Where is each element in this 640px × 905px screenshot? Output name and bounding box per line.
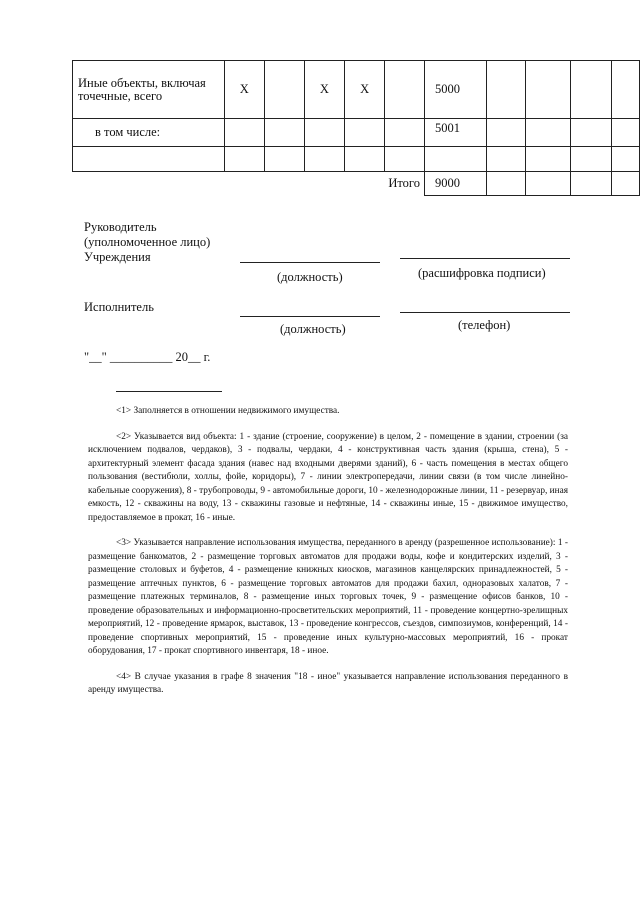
- table-cell: [611, 147, 639, 172]
- table-cell: [611, 172, 639, 196]
- row-label: Иные объекты, включая точечные, всего: [73, 61, 225, 119]
- table-cell: [570, 119, 611, 147]
- head-org: Учреждения: [84, 250, 151, 264]
- table-cell: [385, 119, 425, 147]
- row-code: 5001: [425, 119, 487, 147]
- row-label: [73, 147, 225, 172]
- table-cell: [344, 119, 384, 147]
- table-cell: [224, 119, 264, 147]
- table-row: [73, 61, 640, 119]
- table-cell: [486, 172, 526, 196]
- row-label: в том числе:: [73, 119, 225, 147]
- table-cell: [486, 119, 526, 147]
- table-cell: [385, 147, 425, 172]
- table-cell: [344, 147, 384, 172]
- phone-caption: (телефон): [458, 318, 511, 332]
- footnotes: [88, 405, 568, 698]
- decoding-line: [400, 258, 570, 259]
- table-cell: [570, 147, 611, 172]
- footnote-separator: [116, 391, 222, 392]
- table-cell: [526, 119, 571, 147]
- table-cell: Х: [304, 61, 344, 119]
- total-code: 9000: [425, 172, 487, 196]
- total-row: [73, 172, 640, 196]
- table-cell: [264, 61, 304, 119]
- footnote-4: <4> В случае указания в графе 8 значения "18 - иное" указывается направление использования переданного в аренду имущества.: [88, 671, 568, 695]
- table-cell: [264, 147, 304, 172]
- date-line: "__" __________ 20__ г.: [84, 350, 211, 364]
- table-cell: [486, 61, 526, 119]
- table-cell: Х: [344, 61, 384, 119]
- table-cell: [264, 119, 304, 147]
- total-label: Итого: [73, 172, 425, 196]
- head-title: Руководитель: [84, 220, 157, 234]
- table-cell: [304, 119, 344, 147]
- table-row: [73, 119, 640, 147]
- footnote-3: <3> Указывается направление использования имущества, переданного в аренду (разрешенное использование): 1 - размещение банкоматов, 2 - размещение торговых автоматов для продажи воды, кофе и кондитерских изделий, 3 - размещение столовых и буфетов, 4 - размещение книжных киосков, магазинов канцелярских принадлежностей, 5 - размещение аптечных пунктов, 6 - размещение торговых автоматов для продажи бахил, одноразовых халатов, 7 - размещение платежных терминалов, 8 - размещение иных торговых точек, 9 - размещение офисов банков, 10 - проведение образовательных и информационно-просветительских мероприятий, 11 - проведение концертно-зрелищных мероприятий, 12 - проведение ярмарок, выставок, 13 - проведение конгрессов, съездов, симпозиумов, конференций, 14 - проведение спортивных мероприятий, 15 - проведение иных культурно-массовых мероприятий, 16 - прокат оборудования, 17 - прокат спортивного инвентаря, 18 - иное.: [88, 538, 568, 656]
- table-cell: Х: [224, 61, 264, 119]
- footnote-2: <2> Указывается вид объекта: 1 - здание (строение, сооружение) в целом, 2 - помещение в здании, строении (за исключением подвалов, чердаков), 3 - подвалы, чердаки, 4 - конструктивная часть здания (крыша, стена), 5 - архитектурный элемент фасада здания (навес над входными дверями зданий), 6 - часть помещения в местах общего пользования (вестибюли, холлы, фойе, коридоры), 7 - линии электропередачи, линии связи (в том числе линейно-кабельные сооружения), 8 - трубопроводы, 9 - автомобильные дороги, 10 - железнодорожные линии, 11 - резервуар, иная емкость, 12 - скважины на воду, 13 - скважины газовые и нефтяные, 14 - скважины иные, 15 - движимое имущество, предоставляемое в прокат, 16 - иные.: [88, 431, 568, 523]
- head-subtitle: (уполномоченное лицо): [84, 235, 211, 249]
- footnote-1: <1> Заполняется в отношении недвижимого имущества.: [116, 406, 340, 416]
- table-cell: [304, 147, 344, 172]
- objects-table: [72, 60, 640, 196]
- table-cell: [611, 61, 639, 119]
- phone-line: [400, 312, 570, 313]
- table-cell: [570, 172, 611, 196]
- table-cell: [385, 61, 425, 119]
- table-cell: [224, 147, 264, 172]
- position-caption-2: (должность): [280, 322, 346, 336]
- position-caption: (должность): [277, 270, 343, 284]
- head-signature-block: [84, 220, 210, 265]
- table-cell: [526, 61, 571, 119]
- table-cell: [425, 147, 487, 172]
- table-cell: [486, 147, 526, 172]
- row-code: 5000: [425, 61, 487, 119]
- table-cell: [611, 119, 639, 147]
- table-cell: [526, 172, 571, 196]
- executor-label: Исполнитель: [84, 300, 154, 314]
- table-cell: [570, 61, 611, 119]
- executor-position-line: [240, 316, 380, 317]
- decoding-caption: (расшифровка подписи): [418, 266, 546, 280]
- table-cell: [526, 147, 571, 172]
- position-line: [240, 262, 380, 263]
- table-row: [73, 147, 640, 172]
